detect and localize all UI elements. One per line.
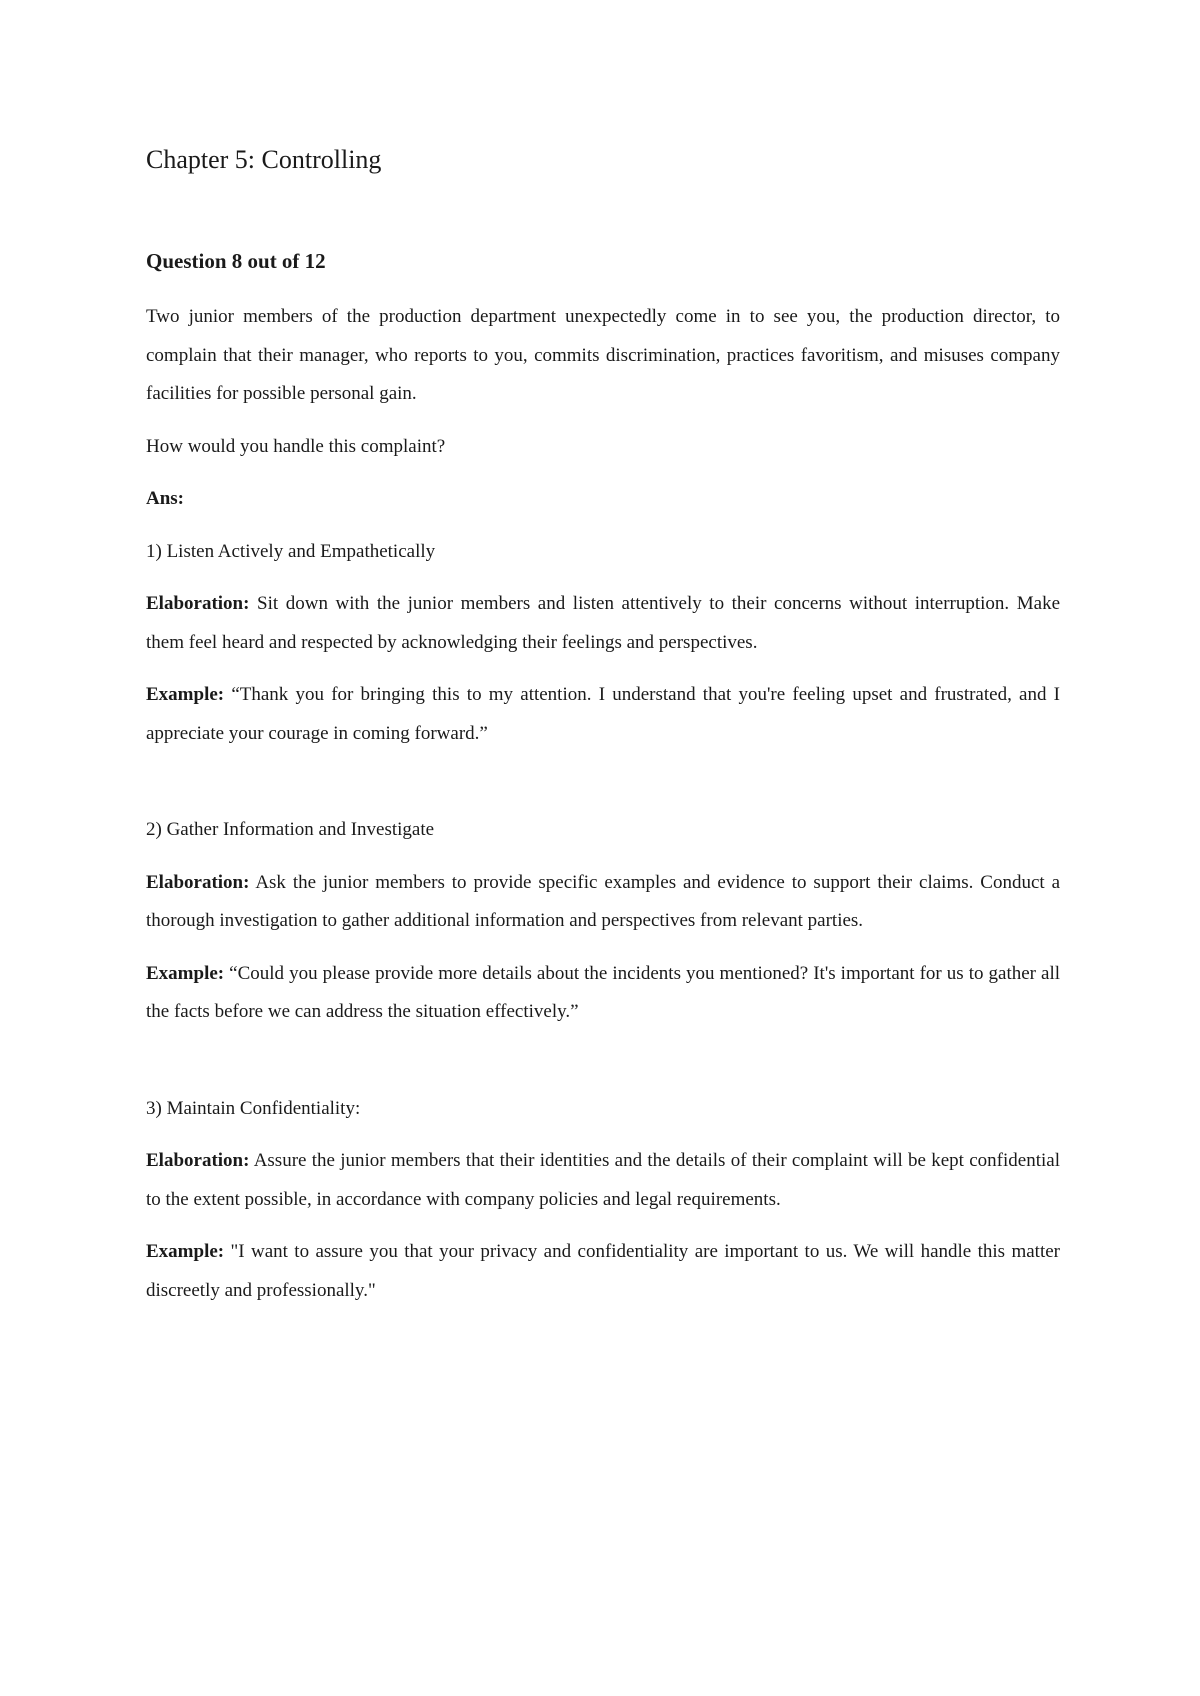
question-text: Two junior members of the production department unexpectedly come in to see you, the production director, to complain that their manager, who reports to you, commits discrimination, practices favoritism, and misuses company facilities for possible personal gain. — [146, 306, 1060, 404]
example-label: Example: — [146, 684, 225, 705]
section-elaboration — [146, 864, 1060, 941]
example-text: "I want to assure you that your privacy and confidentiality are important to us. We will handle this matter discreetly and professionally." — [146, 1241, 1060, 1301]
section-example — [146, 1233, 1060, 1310]
document-body — [146, 140, 1060, 1310]
section-heading: 1) Listen Actively and Empathetically — [146, 540, 436, 562]
section-example — [146, 955, 1060, 1032]
question-title: Question 8 out of 12 — [146, 249, 326, 273]
elaboration-text: Sit down with the junior members and listen attentively to their concerns without interruption. Make them feel heard and respected by acknowledging their feelings and perspectives. — [146, 593, 1061, 653]
example-text: “Thank you for bringing this to my attention. I understand that you're feeling upset and frustrated, and I appreciate your courage in coming forward.” — [146, 684, 1060, 744]
section-elaboration — [146, 585, 1060, 662]
section-heading: 3) Maintain Confidentiality: — [146, 1097, 361, 1119]
answer-label: Ans: — [146, 488, 185, 509]
section-heading: 2) Gather Information and Investigate — [146, 819, 435, 840]
question-prompt: How would you handle this complaint? — [146, 435, 446, 457]
elaboration-label: Elaboration: — [146, 593, 250, 614]
example-label: Example: — [146, 1241, 225, 1262]
elaboration-label: Elaboration: — [146, 871, 250, 893]
example-label: Example: — [146, 962, 225, 984]
example-text: “Could you please provide more details about the incidents you mentioned? It's important for us to gather all the facts before we can address the situation effectively.” — [146, 962, 1061, 1022]
section-elaboration — [146, 1142, 1060, 1219]
elaboration-label: Elaboration: — [146, 1150, 250, 1171]
section-example — [146, 676, 1060, 753]
elaboration-text: Ask the junior members to provide specific examples and evidence to support their claims. Conduct a thorough investigation to gather additional information and perspectives from relevant parties. — [146, 871, 1060, 931]
elaboration-text: Assure the junior members that their identities and the details of their complaint will be kept confidential to the extent possible, in accordance with company policies and legal requirements. — [146, 1150, 1060, 1210]
chapter-title: Chapter 5: Controlling — [146, 145, 382, 174]
